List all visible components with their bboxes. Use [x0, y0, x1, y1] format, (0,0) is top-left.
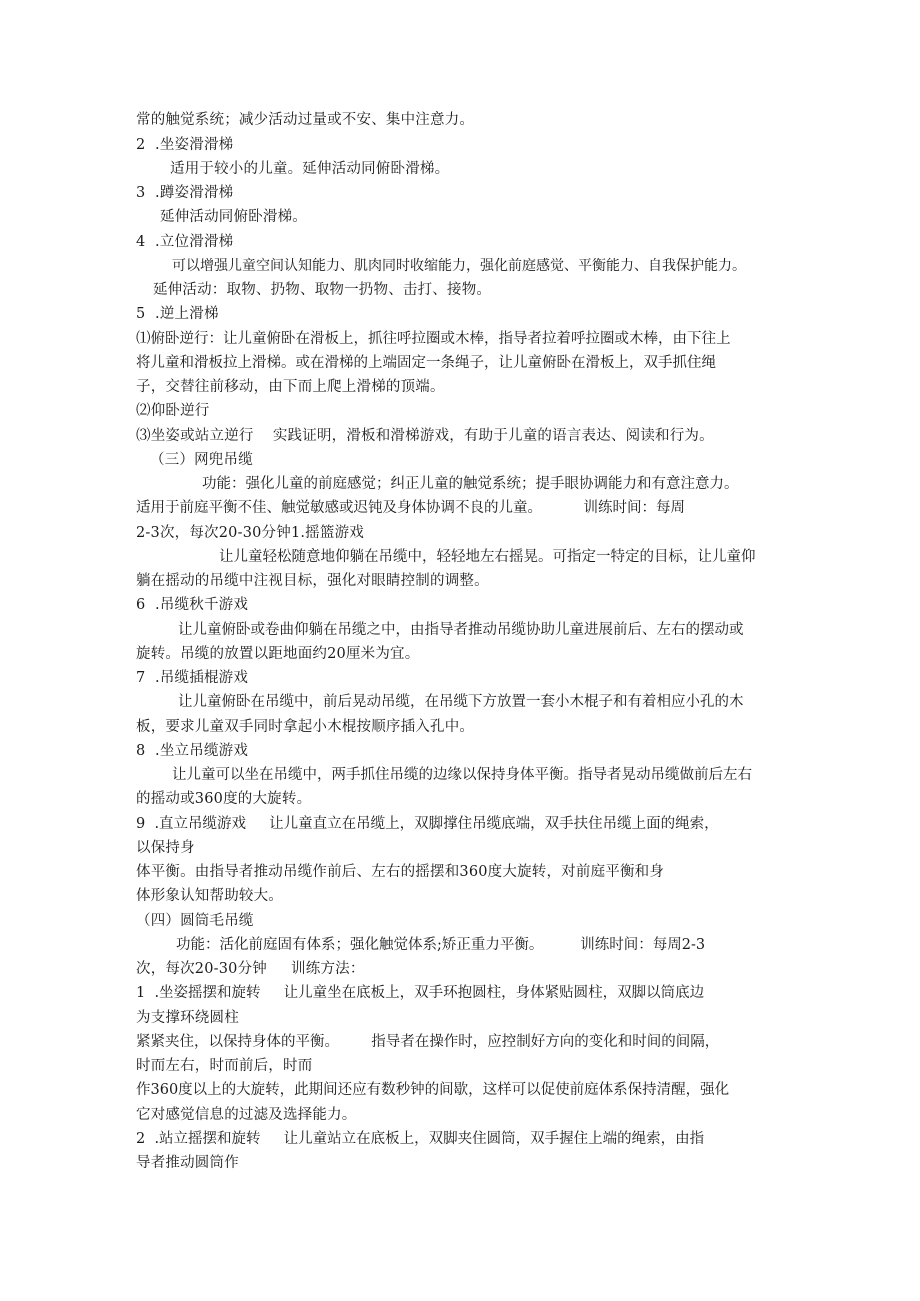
section-heading: 5 .逆上滑梯: [136, 306, 219, 322]
text-line: ⑵仰卧逆行: [136, 403, 210, 419]
text-line: 体形象认知帮助较大。: [136, 888, 283, 904]
section-heading: 6 .吊缆秋千游戏: [136, 597, 249, 613]
text-line: 让儿童俯卧在吊缆中，前后晃动吊缆，在吊缆下方放置一套小木棍子和有着相应小孔的木: [178, 694, 744, 710]
text-line: 9 .直立吊缆游戏 让儿童直立在吊缆上，双脚撑住吊缆底端，双手扶住吊缆上面的绳索，: [136, 816, 719, 832]
section-heading: 2 .坐姿滑滑梯: [136, 137, 234, 153]
text-line: 2 .站立摇摆和旋转 让儿童站立在底板上，双脚夹住圆筒，双手握住上端的绳索，由指: [136, 1131, 705, 1147]
text-line: 将儿童和滑板拉上滑梯。或在滑梯的上端固定一条绳子，让儿童俯卧在滑板上，双手抓住绳: [136, 355, 716, 371]
text-line: 功能：活化前庭固有体系；强化触觉体系;矫正重力平衡。 训练时间：每周2-3: [176, 937, 706, 953]
section-heading: 7 .吊缆插棍游戏: [136, 670, 249, 686]
text-line: 让儿童轻松随意地仰躺在吊缆中，轻轻地左右摇晃。可指定一特定的目标，让儿童仰: [219, 549, 756, 565]
text-line: 适用于前庭平衡不佳、触觉敏感或迟钝及身体协调不良的儿童。 训练时间：每周: [136, 500, 685, 516]
text-line: 它对感觉信息的过滤及选择能力。: [136, 1107, 357, 1123]
section-heading: 4 .立位滑滑梯: [136, 234, 234, 250]
text-line: 时而左右，时而前后，时而: [136, 1058, 313, 1074]
text-line: 可以增强儿童空间认知能力、肌肉同时收缩能力，强化前庭感觉、平衡能力、自我保护能力。: [172, 258, 746, 274]
text-line: 让儿童可以坐在吊缆中，两手抓住吊缆的边缘以保持身体平衡。指导者晃动吊缆做前后左右: [172, 767, 752, 783]
text-line: 导者推动圆筒作: [136, 1155, 239, 1171]
text-line: 2-3次，每次20-30分钟1.摇篮游戏: [136, 525, 364, 541]
text-line: 为支撑环绕圆柱: [136, 1010, 239, 1026]
text-line: 适用于较小的儿童。延伸活动同俯卧滑梯。: [170, 161, 450, 177]
text-line: 的摇动或360度的大旋转。: [136, 791, 312, 807]
text-line: 1 .坐姿摇摆和旋转 让儿童坐在底板上，双手环抱圆柱，身体紧贴圆柱，双脚以筒底边: [136, 985, 705, 1001]
text-line: 常的触觉系统；减少活动过量或不安、集中注意力。: [136, 112, 475, 128]
text-line: 躺在摇动的吊缆中注视目标，强化对眼睛控制的调整。: [136, 573, 489, 589]
text-line: 旋转。吊缆的放置以距地面约20厘米为宜。: [136, 646, 420, 662]
text-line: ⑶坐姿或站立逆行 实践证明，滑板和滑梯游戏，有助于儿童的语言表达、阅读和行为。: [136, 428, 714, 444]
text-line: 延伸活动同俯卧滑梯。: [160, 209, 307, 225]
text-line: 功能：强化儿童的前庭感觉；纠正儿童的触觉系统；提手眼协调能力和有意注意力。: [202, 476, 739, 492]
text-line: 延伸活动：取物、扔物、取物一扔物、击打、接物。: [153, 282, 492, 298]
text-line: 板，要求儿童双手同时拿起小木棍按顺序插入孔中。: [136, 719, 475, 735]
text-line: ⑴俯卧逆行：让儿童俯卧在滑板上，抓往呼拉圈或木棒，指导者拉着呼拉圈或木棒，由下往上: [136, 331, 731, 347]
section-heading: （三）网兜吊缆: [150, 452, 253, 468]
text-line: 让儿童俯卧或卷曲仰躺在吊缆之中，由指导者推动吊缆协助儿童进展前后、左右的摆动或: [178, 622, 744, 638]
text-line: 子，交替往前移动，由下而上爬上滑梯的顶端。: [136, 379, 445, 395]
section-heading: 3 .蹲姿滑滑梯: [136, 185, 234, 201]
text-line: 以保持身: [136, 840, 195, 856]
text-line: 紧紧夹住，以保持身体的平衡。 指导者在操作时，应控制好方向的变化和时间的间隔，: [136, 1034, 720, 1050]
section-heading: （四）圆筒毛吊缆: [136, 913, 254, 929]
text-line: 作360度以上的大旋转，此期间还应有数秒钟的间歇，这样可以促使前庭体系保持清醒，强化: [136, 1082, 730, 1098]
text-line: 体平衡。由指导者推动吊缆作前后、左右的摇摆和360度大旋转，对前庭平衡和身: [136, 864, 665, 880]
section-heading: 8 .坐立吊缆游戏: [136, 743, 249, 759]
text-line: 次，每次20-30分钟 训练方法：: [136, 961, 365, 977]
